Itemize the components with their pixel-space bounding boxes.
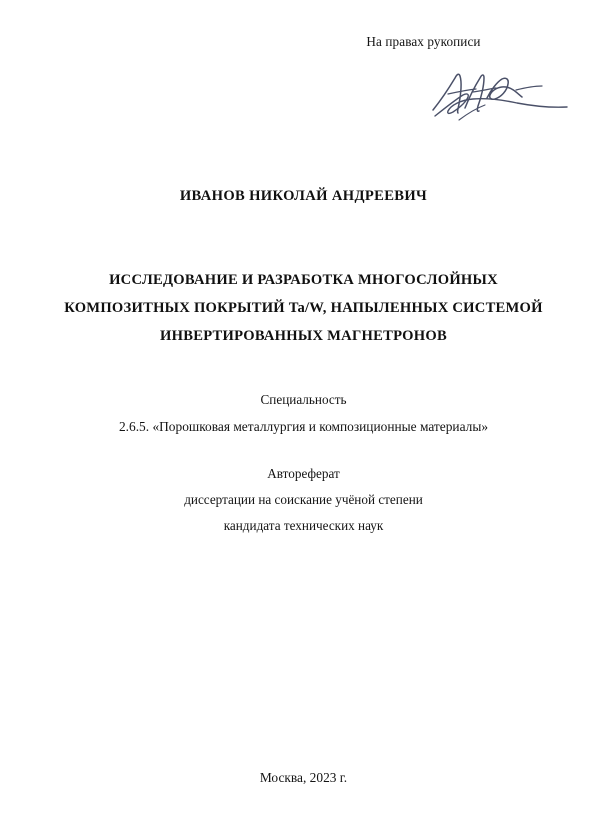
degree-section: [0, 461, 607, 539]
signature-icon: [421, 64, 581, 126]
dissertation-title: [0, 266, 607, 350]
document-type: Автореферат: [267, 466, 340, 481]
title-line-1: ИССЛЕДОВАНИЕ И РАЗРАБОТКА МНОГОСЛОЙНЫХ: [109, 272, 498, 288]
author-name: ИВАНОВ НИКОЛАЙ АНДРЕЕВИЧ: [179, 188, 428, 204]
specialty-label: Специальность: [260, 392, 347, 407]
degree-line-2: диссертации на соискание учёной степени: [184, 492, 423, 507]
degree-line-3: кандидата технических наук: [223, 518, 384, 533]
handwritten-signature: [421, 64, 581, 126]
manuscript-notice: На правах рукописи: [366, 34, 481, 49]
title-line-3: ИНВЕРТИРОВАННЫХ МАГНЕТРОНОВ: [160, 328, 447, 344]
place-and-year: Москва, 2023 г.: [259, 770, 348, 785]
specialty-code: 2.6.5. «Порошковая металлургия и композиционные материалы»: [118, 419, 489, 434]
title-line-2: КОМПОЗИТНЫХ ПОКРЫТИЙ Ta/W, НАПЫЛЕННЫХ СИСТЕМОЙ: [64, 300, 543, 316]
specialty-section: [0, 386, 607, 440]
